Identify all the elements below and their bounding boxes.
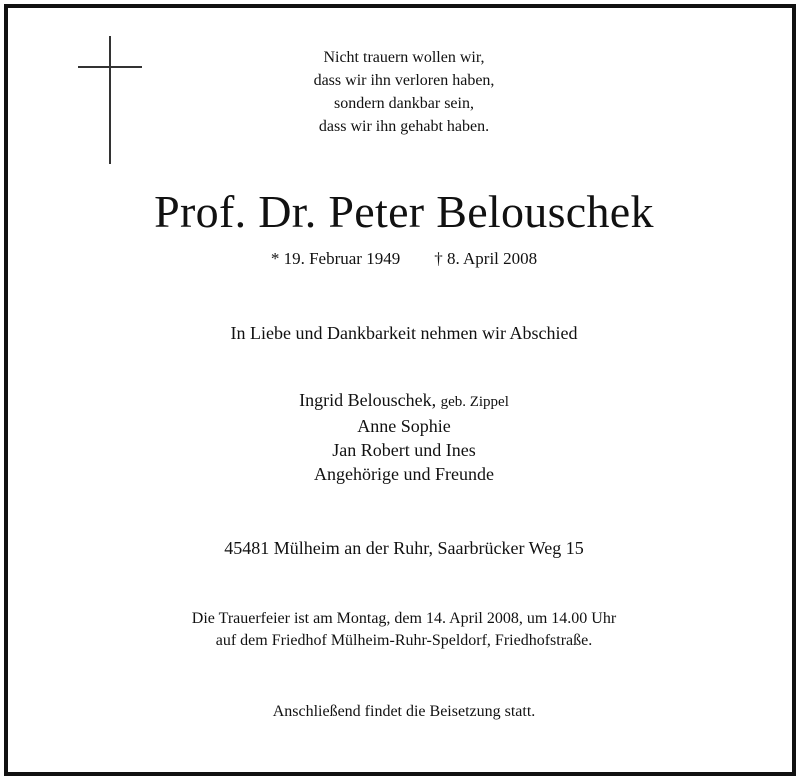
funeral-service-info: [8, 608, 800, 652]
mourner-line: Anne Sophie: [357, 416, 451, 436]
deceased-name: Prof. Dr. Peter Belouschek: [154, 186, 654, 237]
service-line: Die Trauerfeier ist am Montag, dem 14. April 2008, um 14.00 Uhr: [191, 610, 617, 627]
mourner-name: Ingrid Belouschek,: [299, 390, 437, 410]
mourner-line: Jan Robert und Ines: [332, 440, 476, 460]
mourner-maiden-name: geb. Zippel: [440, 394, 509, 410]
obituary-frame: [4, 4, 796, 776]
death-date: † 8. April 2008: [434, 249, 538, 268]
mourner-line: [8, 388, 800, 414]
farewell-text: In Liebe und Dankbarkeit nehmen wir Abschied: [230, 323, 578, 343]
family-address: 45481 Mülheim an der Ruhr, Saarbrücker Weg 15: [224, 538, 584, 558]
mourner-line: Angehörige und Freunde: [314, 464, 494, 484]
poem-line: dass wir ihn verloren haben,: [313, 72, 495, 89]
burial-note: Anschließend findet die Beisetzung statt.: [272, 703, 536, 720]
mourners-list: [8, 388, 800, 486]
poem-line: Nicht trauern wollen wir,: [323, 49, 485, 66]
service-line: auf dem Friedhof Mülheim-Ruhr-Speldorf, Friedhofstraße.: [215, 632, 593, 649]
memorial-poem: [8, 46, 800, 138]
life-dates: [8, 248, 800, 270]
poem-line: sondern dankbar sein,: [334, 95, 474, 112]
poem-line: dass wir ihn gehabt haben.: [318, 118, 490, 135]
birth-date: * 19. Februar 1949: [270, 249, 401, 268]
